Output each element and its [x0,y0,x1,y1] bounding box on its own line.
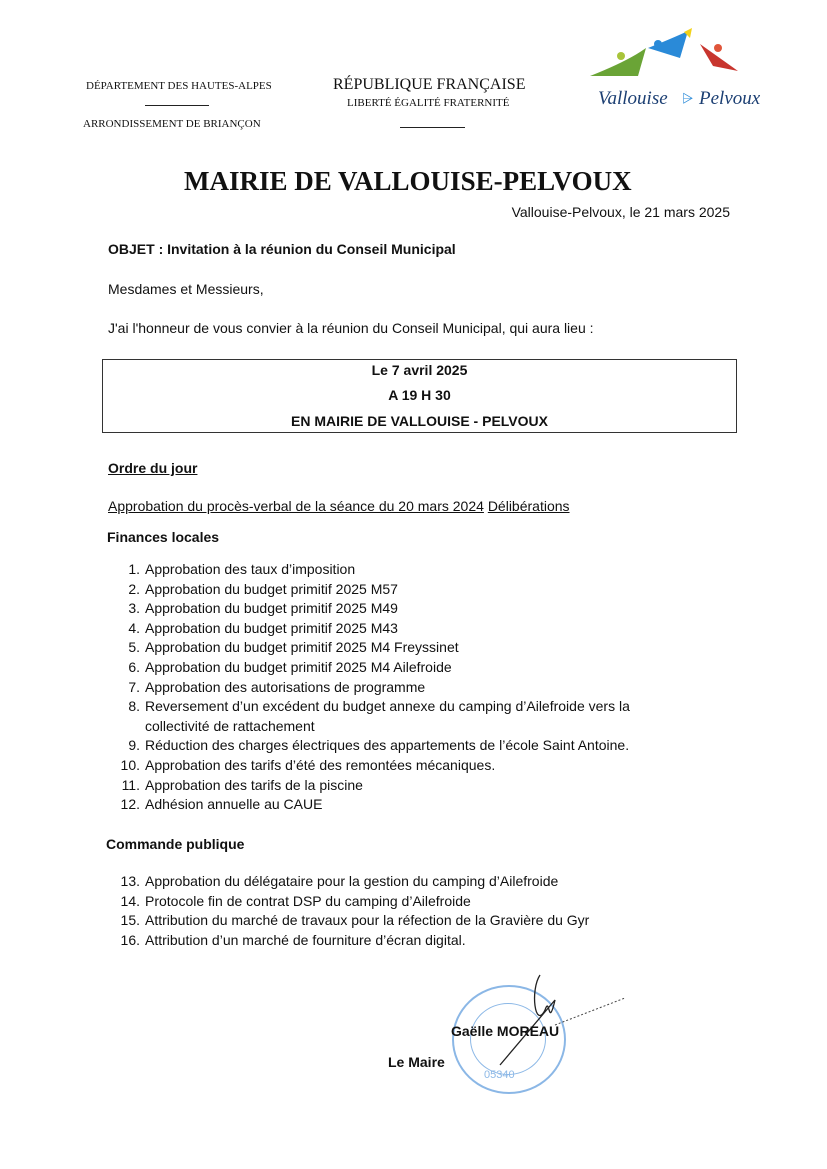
item-number: 9. [128,737,140,754]
signatory-name: Gaëlle MOREAU [451,1023,560,1039]
meeting-time: A 19 H 30 [388,387,451,403]
item-number: 16. [120,931,140,948]
page-title: MAIRIE DE VALLOUISE-PELVOUX [184,166,632,196]
devise: LIBERTÉ ÉGALITÉ FRATERNITÉ [347,97,510,109]
agenda-item: Approbation des tarifs de la piscine [145,776,363,793]
item-number: 10. [120,757,140,773]
item-number: 6. [128,659,140,675]
signatory-role: Le Maire [388,1054,445,1070]
arrondissement: ARRONDISSEMENT DE BRIANÇON [83,118,261,130]
agenda-item: Approbation du budget primitif 2025 M4 Freyssinet [145,639,459,656]
agenda-item: Approbation des autorisations de programme [145,678,426,695]
item-number: 4. [128,619,140,636]
divider [145,105,209,106]
intro: J'ai l'honneur de vous convier à la réunion du Conseil Municipal, qui aura lieu : [108,320,594,336]
meeting-box [102,359,737,433]
section-title: Finances locales [107,529,220,545]
agenda-item: Adhésion annuelle au CAUE [145,796,323,813]
agenda-item-continued: collectivité de rattachement [145,717,315,734]
meeting-date: Le 7 avril 2025 [371,362,468,378]
agenda-item: Protocole fin de contrat DSP du camping d’Ailefroide [145,892,471,909]
item-number: 14. [120,892,140,909]
vallouise-pelvoux-logo: Vallouise ⩥ Pelvoux [588,26,768,116]
item-number: 13. [120,873,140,889]
agenda-item: Approbation du budget primitif 2025 M43 [145,619,398,636]
approbation-pv: Approbation du procès-verbal de la séance du 20 mars 2024 Délibérations [108,498,570,514]
item-number: 2. [128,580,140,597]
agenda-item: Approbation des taux d’imposition [145,561,356,577]
item-number: 1. [128,561,140,577]
agenda-item: Approbation du budget primitif 2025 M49 [145,600,398,617]
date-line: Vallouise-Pelvoux, le 21 mars 2025 [511,204,730,220]
item-number: 11. [121,776,140,793]
divider [400,127,465,128]
agenda-item: Reversement d’un excédent du budget annexe du camping d’Ailefroide vers la [145,698,630,715]
ordre-du-jour: Ordre du jour [108,460,198,476]
salutation: Mesdames et Messieurs, [108,281,264,297]
departement: DÉPARTEMENT DES HAUTES-ALPES [86,80,272,92]
meeting-place: EN MAIRIE DE VALLOUISE - PELVOUX [291,413,548,429]
item-number: 8. [128,698,140,715]
item-number: 12. [120,796,140,813]
item-number: 7. [128,678,140,695]
republique: RÉPUBLIQUE FRANÇAISE [333,76,526,93]
section-title: Commande publique [106,836,245,852]
item-number: 3. [128,600,140,617]
item-number: 5. [128,639,140,656]
agenda-item: Approbation du budget primitif 2025 M4 Ailefroide [145,659,452,675]
agenda-item: Approbation du budget primitif 2025 M57 [145,580,398,597]
agenda-item: Approbation du délégataire pour la gestion du camping d’Ailefroide [145,873,559,889]
item-number: 15. [120,912,140,929]
official-stamp: 05340 [452,985,566,1094]
agenda-item: Attribution d’un marché de fourniture d’écran digital. [145,931,466,948]
agenda-item: Approbation des tarifs d’été des remontées mécaniques. [145,757,496,773]
agenda-item: Attribution du marché de travaux pour la réfection de la Gravière du Gyr [145,912,590,929]
agenda-item: Réduction des charges électriques des appartements de l’école Saint Antoine. [145,737,630,754]
objet: OBJET : Invitation à la réunion du Conseil Municipal [108,241,456,257]
